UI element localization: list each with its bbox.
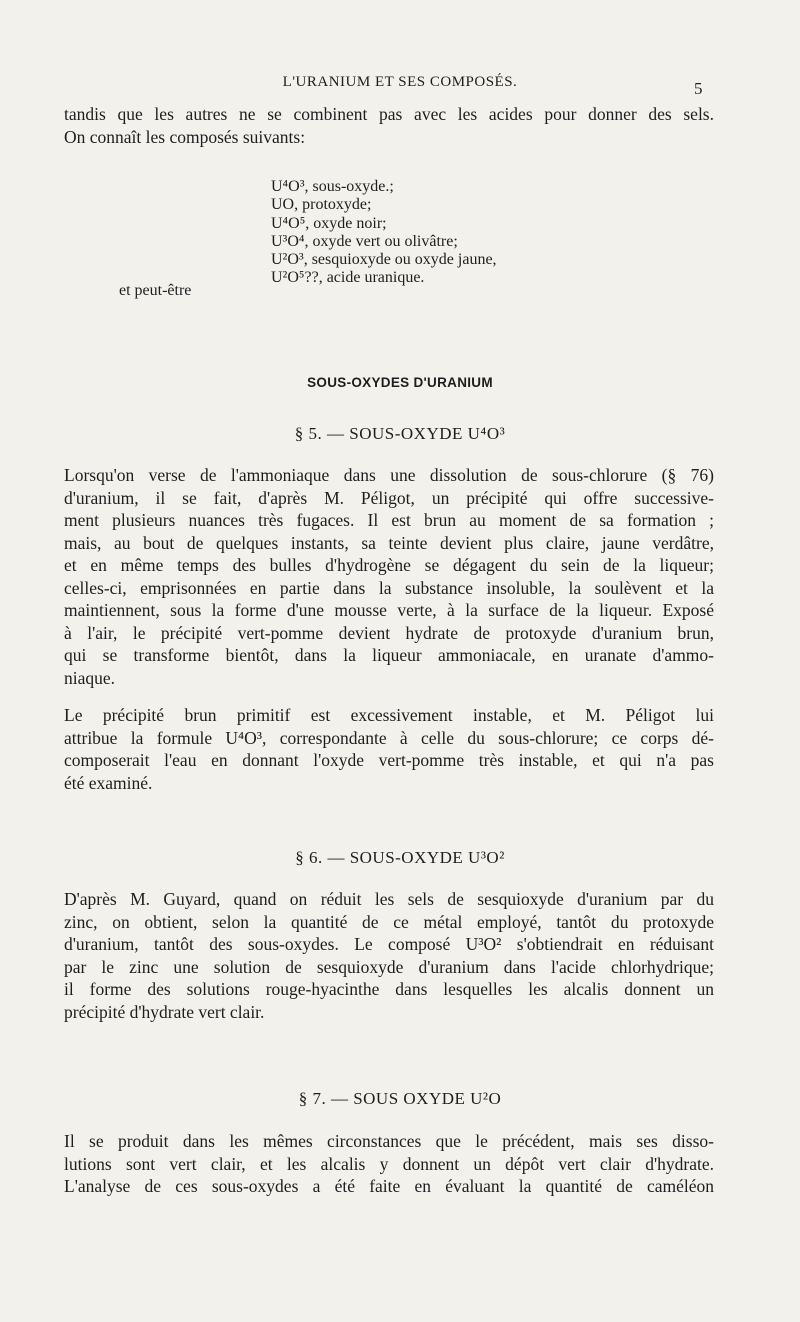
compound-item: U³O⁴, oxyde vert ou olivâtre; <box>271 232 458 250</box>
text-line: niaque. <box>64 667 116 688</box>
compound-item: U⁴O⁵, oxyde noir; <box>271 214 387 232</box>
intro-line: On connaît les composés suivants: <box>64 126 306 147</box>
text-line: mais, au bout de quelques instants, sa teinte devient plus claire, jaune verdâtre, <box>64 532 714 553</box>
text-line: D'après M. Guyard, quand on réduit les sels de sesquioxyde d'uranium par du <box>64 889 714 909</box>
text-line: il forme des solutions rouge-hyacinthe dans lesquelles les alcalis donnent un <box>64 979 714 999</box>
section-5-paragraph-1 <box>64 464 714 689</box>
section-5-heading: § 5. — SOUS-OXYDE U⁴O³ <box>294 424 506 443</box>
text-line: et en même temps des bulles d'hydrogène se dégagent du sein de la liqueur; <box>64 555 714 575</box>
text-line: par le zinc une solution de sesquioxyde d'uranium dans l'acide chlorhydrique; <box>64 956 714 977</box>
page-number: 5 <box>694 79 703 98</box>
text-line: précipité d'hydrate vert clair. <box>64 1001 265 1022</box>
text-line: Lorsqu'on verse de l'ammoniaque dans une dissolution de sous-chlorure (§ 76) <box>64 465 714 485</box>
text-line: L'analyse de ces sous-oxydes a été faite en évaluant la quantité de caméléon <box>64 1176 714 1196</box>
compound-item: U⁴O³, sous-oxyde.; <box>271 178 394 195</box>
intro-paragraph <box>64 103 714 148</box>
text-line: maintiennent, sous la forme d'une mousse verte, à la surface de la liqueur. Exposé <box>64 600 714 620</box>
text-line: d'uranium, tantôt des sous-oxydes. Le composé U³O² s'obtiendrait en réduisant <box>64 934 714 954</box>
intro-line: tandis que les autres ne se combinent pas avec les acides pour donner des sels. <box>64 104 714 124</box>
compound-item: U²O³, sesquioxyde ou oxyde jaune, <box>271 251 497 269</box>
text-line: lutions sont vert clair, et les alcalis y donnent un dépôt vert clair d'hydrate. <box>64 1153 714 1174</box>
text-line: qui se transforme bientôt, dans la liqueur ammoniacale, en uranate d'ammo- <box>64 645 714 665</box>
running-head: L'URANIUM ET SES COMPOSÉS. <box>282 74 518 90</box>
text-line: zinc, on obtient, selon la quantité de ce métal employé, tantôt du protoxyde <box>64 911 714 932</box>
et-peut-etre-label: et peut-être <box>119 282 192 299</box>
section-7-heading: § 7. — SOUS OXYDE U²O <box>298 1089 502 1108</box>
section-7-paragraph-1 <box>64 1130 714 1198</box>
text-line: composerait l'eau en donnant l'oxyde vert-pomme très instable, et qui n'a pas <box>64 750 714 770</box>
section-6-paragraph-1 <box>64 888 714 1023</box>
text-line: ment plusieurs nuances très fugaces. Il est brun au moment de sa formation ; <box>64 510 714 530</box>
text-line: été examiné. <box>64 772 153 793</box>
text-line: Il se produit dans les mêmes circonstances que le précédent, mais ses disso- <box>64 1131 714 1151</box>
compound-list <box>271 178 497 288</box>
section-6-heading: § 6. — SOUS-OXYDE U³O² <box>295 848 505 867</box>
compound-item: U²O⁵??, acide uranique. <box>271 269 425 287</box>
section-5-paragraph-2 <box>64 704 714 794</box>
text-line: attribue la formule U⁴O³, correspondante à celle du sous-chlorure; ce corps dé- <box>64 727 714 748</box>
text-line: Le précipité brun primitif est excessivement instable, et M. Péligot lui <box>64 705 714 725</box>
section-title: SOUS-OXYDES D'URANIUM <box>307 375 493 390</box>
compound-item: UO, protoxyde; <box>271 196 372 214</box>
text-line: à l'air, le précipité vert-pomme devient hydrate de protoxyde d'uranium brun, <box>64 622 714 643</box>
text-line: d'uranium, il se fait, d'après M. Péligot, un précipité qui offre successive- <box>64 487 714 508</box>
text-line: celles-ci, emprisonnées en partie dans la substance insoluble, la soulèvent et la <box>64 577 714 598</box>
